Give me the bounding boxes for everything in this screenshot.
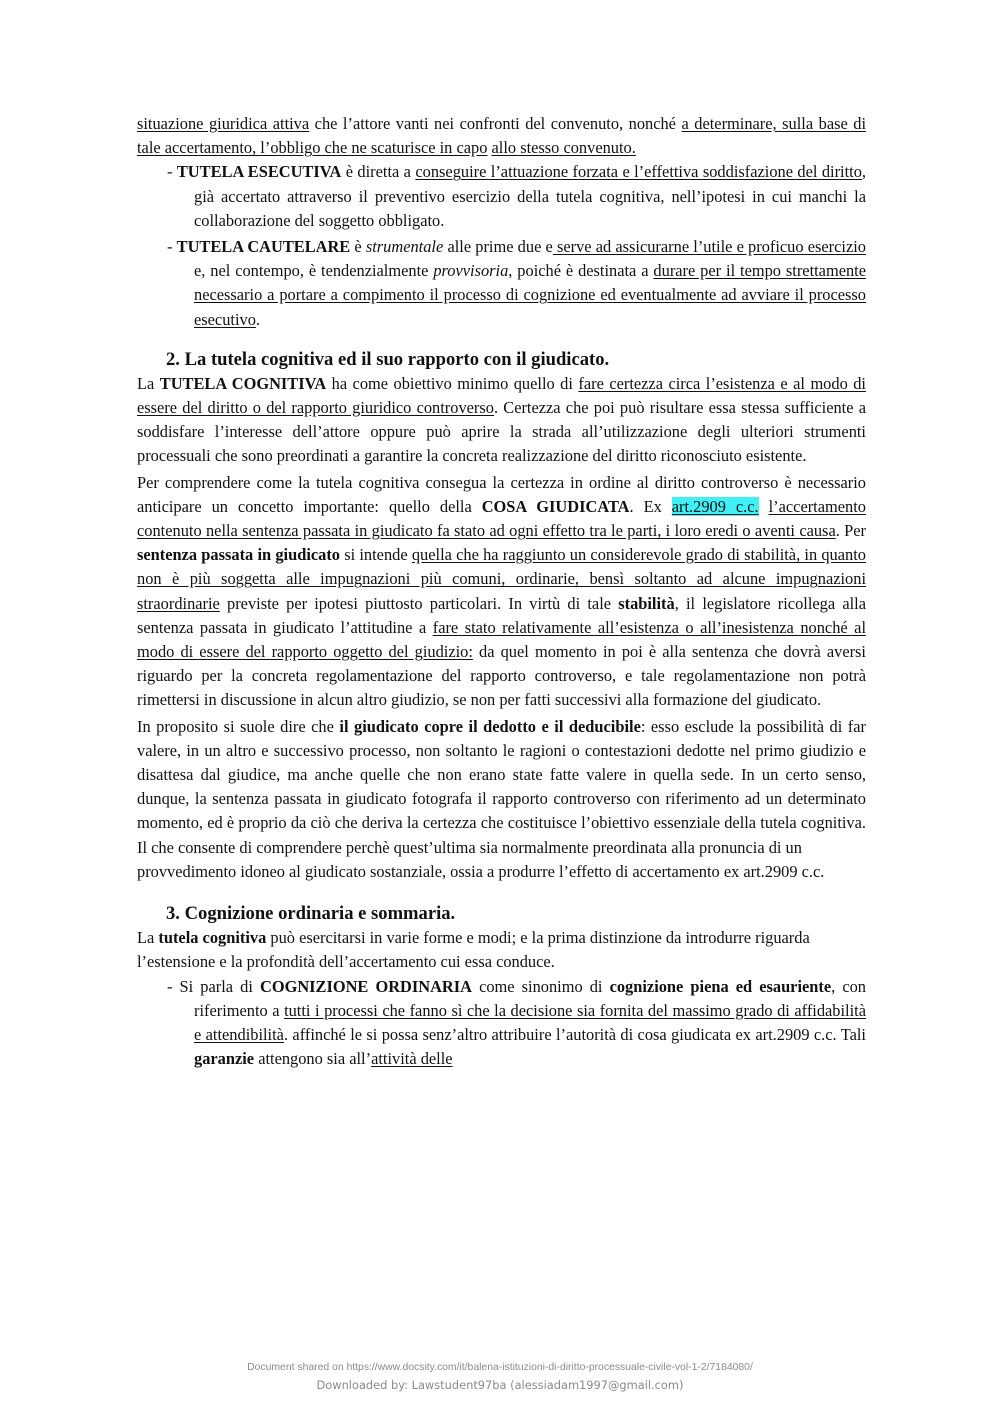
text: . Certezza che poi può risultare essa stessa sufficiente a soddisfare l’interesse dell’attore oppure può aprire la strada all’utilizzazione degli ulteriori strumenti processuali che sono preordinati a garantire la concreta realizzazione del diritto riconosciuto esistente. bbox=[137, 398, 866, 466]
bold-term: TUTELA COGNITIVA bbox=[159, 373, 327, 393]
text: da quel momento in poi è alla sentenza che dovrà aversi riguardo per la concreta regolamentazione del rapporto controverso, e tale regolamentazione non potrà rimettersi in discussione in alcun altro giudizio, se non per fatti successivi alla formazione del giudicato. bbox=[137, 642, 866, 710]
text: . bbox=[255, 309, 261, 329]
text: , già accertato attraverso il preventivo esercizio della tutela cognitiva, nell’ipotesi in cui manchi la collaborazione del soggetto obbligato. bbox=[194, 162, 866, 230]
text: Si parla di bbox=[179, 976, 260, 996]
bold-term: sentenza passata in giudicato bbox=[137, 545, 340, 565]
text: . Ex bbox=[629, 496, 672, 516]
underlined-text: attività delle bbox=[371, 1049, 453, 1069]
text: come sinonimo di bbox=[471, 976, 610, 996]
text: In proposito si suole dire che bbox=[137, 716, 340, 736]
text bbox=[759, 497, 769, 516]
underlined-text: fare stato relativamente all’esistenza o all’inesistenza nonché al modo di essere del rapporto oggetto del giudizio: bbox=[137, 617, 866, 662]
text: , con riferimento a bbox=[194, 976, 866, 1020]
section2-paragraph-1 bbox=[137, 372, 866, 469]
bold-term: cognizione piena ed esauriente bbox=[609, 976, 832, 996]
text: , il legislatore ricollega alla sentenza passata in giudicato l’attitudine a bbox=[137, 593, 866, 637]
bullet: - bbox=[167, 162, 177, 182]
text: . affinché le si possa senz’altro attribuire l’autorità di cosa giudicata ex art.2909 c.c. Tali bbox=[283, 1024, 866, 1044]
text: attengono sia all’ bbox=[254, 1049, 372, 1069]
text: previste per ipotesi piuttosto particolari. In virtù di tale bbox=[219, 593, 619, 613]
section2-paragraph-3 bbox=[137, 715, 866, 860]
underlined-text: situazione giuridica attiva bbox=[137, 114, 310, 133]
underlined-text: tutti i processi che fanno sì che la decisione sia fornita del massimo grado di affidabilità e attendibilità bbox=[194, 1000, 866, 1044]
text: e, nel contempo, è tendenzialmente bbox=[194, 261, 434, 281]
italic-text: provvisoria bbox=[433, 261, 509, 281]
underlined-text: conseguire l’attuazione forzata e l’effettiva soddisfazione del diritto bbox=[415, 162, 862, 182]
bold-term: TUTELA ESECUTIVA bbox=[176, 162, 342, 182]
underlined-text: durare per il tempo strettamente necessario a portare a compimento il processo di cognizione ed eventualmente ad avviare il processo esecutivo bbox=[194, 261, 866, 329]
text: , poiché è destinata a bbox=[508, 261, 654, 281]
section2-paragraph-2 bbox=[137, 471, 866, 713]
text: : esso esclude la possibilità di far valere, in un altro e successivo processo, non soltanto le ragioni o contestazioni dedotte nel primo giudizio e disattesa dal giudice, ma anche quelle che non erano state fatte valere in quella sede. In un certo senso, dunque, la sentenza passata in giudicato fotografa il rapporto controverso con riferimento ad un determinato momento, ed è proprio da ciò che deriva la certezza che costituisce l’obiettivo essenziale della tutela cognitiva. Il che consente di comprendere perchè quest’ultima sia normalmente preordinata alla pronuncia di un bbox=[137, 716, 866, 857]
bold-term: garanzie bbox=[194, 1049, 255, 1069]
footer-downloaded-by: Downloaded by: Lawstudent97ba (alessiadam1997@gmail.com) bbox=[316, 1378, 684, 1392]
text: è diretta a bbox=[341, 162, 416, 182]
list-item-tutela-cautelare bbox=[137, 235, 866, 332]
underlined-text: l’accertamento contenuto nella sentenza passata in giudicato fa stato ad ogni effetto tra le parti, i loro eredi o aventi causa bbox=[137, 496, 866, 541]
text: La bbox=[137, 373, 160, 393]
intro-paragraph bbox=[137, 112, 866, 160]
text: alle prime due e bbox=[443, 237, 553, 257]
section3-paragraph-1 bbox=[137, 926, 866, 974]
list-item-tutela-esecutiva bbox=[137, 160, 866, 233]
section2-paragraph-3-continued: provvedimento idoneo al giudicato sostanziale, ossia a produrre l’effetto di accertamento ex art.2909 c.c. bbox=[137, 861, 825, 881]
underlined-text: quella che ha raggiunto un considerevole grado di stabilità, in quanto non è più soggetta alle impugnazioni più comuni, ordinarie, bensì soltanto ad alcune impugnazioni straordinarie bbox=[137, 545, 866, 613]
text: può esercitarsi in varie forme e modi; e la prima distinzione da introdurre riguarda l’estensione e la profondità dell’accertamento cui essa conduce. bbox=[137, 928, 810, 972]
underlined-text: a determinare, sulla base di tale accertamento, l’obbligo che ne scaturisce in capo bbox=[137, 114, 867, 158]
footer-shared-link[interactable]: Document shared on https://www.docsity.com/it/balena-istituzioni-di-diritto-processuale-civile-vol-1-2/7184080/ bbox=[247, 1362, 753, 1373]
text: La bbox=[137, 928, 159, 948]
document-page bbox=[137, 112, 866, 1073]
highlighted-reference: art.2909 c.c. bbox=[671, 496, 759, 516]
section-heading-2: 2. La tutela cognitiva ed il suo rapporto con il giudicato. bbox=[166, 348, 610, 370]
bullet: - bbox=[167, 976, 180, 996]
underlined-text: fare certezza circa l’esistenza e al modo di essere del diritto o del rapporto giuridico controverso bbox=[137, 373, 866, 418]
text: ha come obiettivo minimo quello di bbox=[326, 373, 579, 393]
text: è bbox=[350, 237, 366, 257]
bold-term: COGNIZIONE ORDINARIA bbox=[259, 976, 472, 996]
bullet: - bbox=[167, 237, 177, 257]
underlined-text: serve ad assicurarne l’utile e proficuo esercizio bbox=[552, 237, 866, 257]
list-item-cognizione-ordinaria bbox=[137, 975, 866, 1072]
section-heading-3: 3. Cognizione ordinaria e sommaria. bbox=[166, 903, 456, 925]
underlined-text: allo stesso convenuto. bbox=[491, 138, 636, 158]
text: che l’attore vanti nei confronti del convenuto, nonché bbox=[309, 114, 682, 133]
italic-text: strumentale bbox=[365, 237, 444, 257]
bold-term: TUTELA CAUTELARE bbox=[176, 237, 351, 257]
bold-term: il giudicato copre il dedotto e il deducibile bbox=[339, 716, 641, 736]
bold-term: tutela cognitiva bbox=[158, 928, 267, 948]
bold-term: stabilità bbox=[618, 593, 675, 613]
text: . Per bbox=[835, 521, 866, 541]
bold-term: COSA GIUDICATA bbox=[481, 496, 630, 516]
text: Per comprendere come la tutela cognitiva consegua la certezza in ordine al diritto controverso è necessario anticipare un concetto importante: quello della bbox=[137, 472, 866, 516]
text: si intende bbox=[340, 545, 412, 565]
